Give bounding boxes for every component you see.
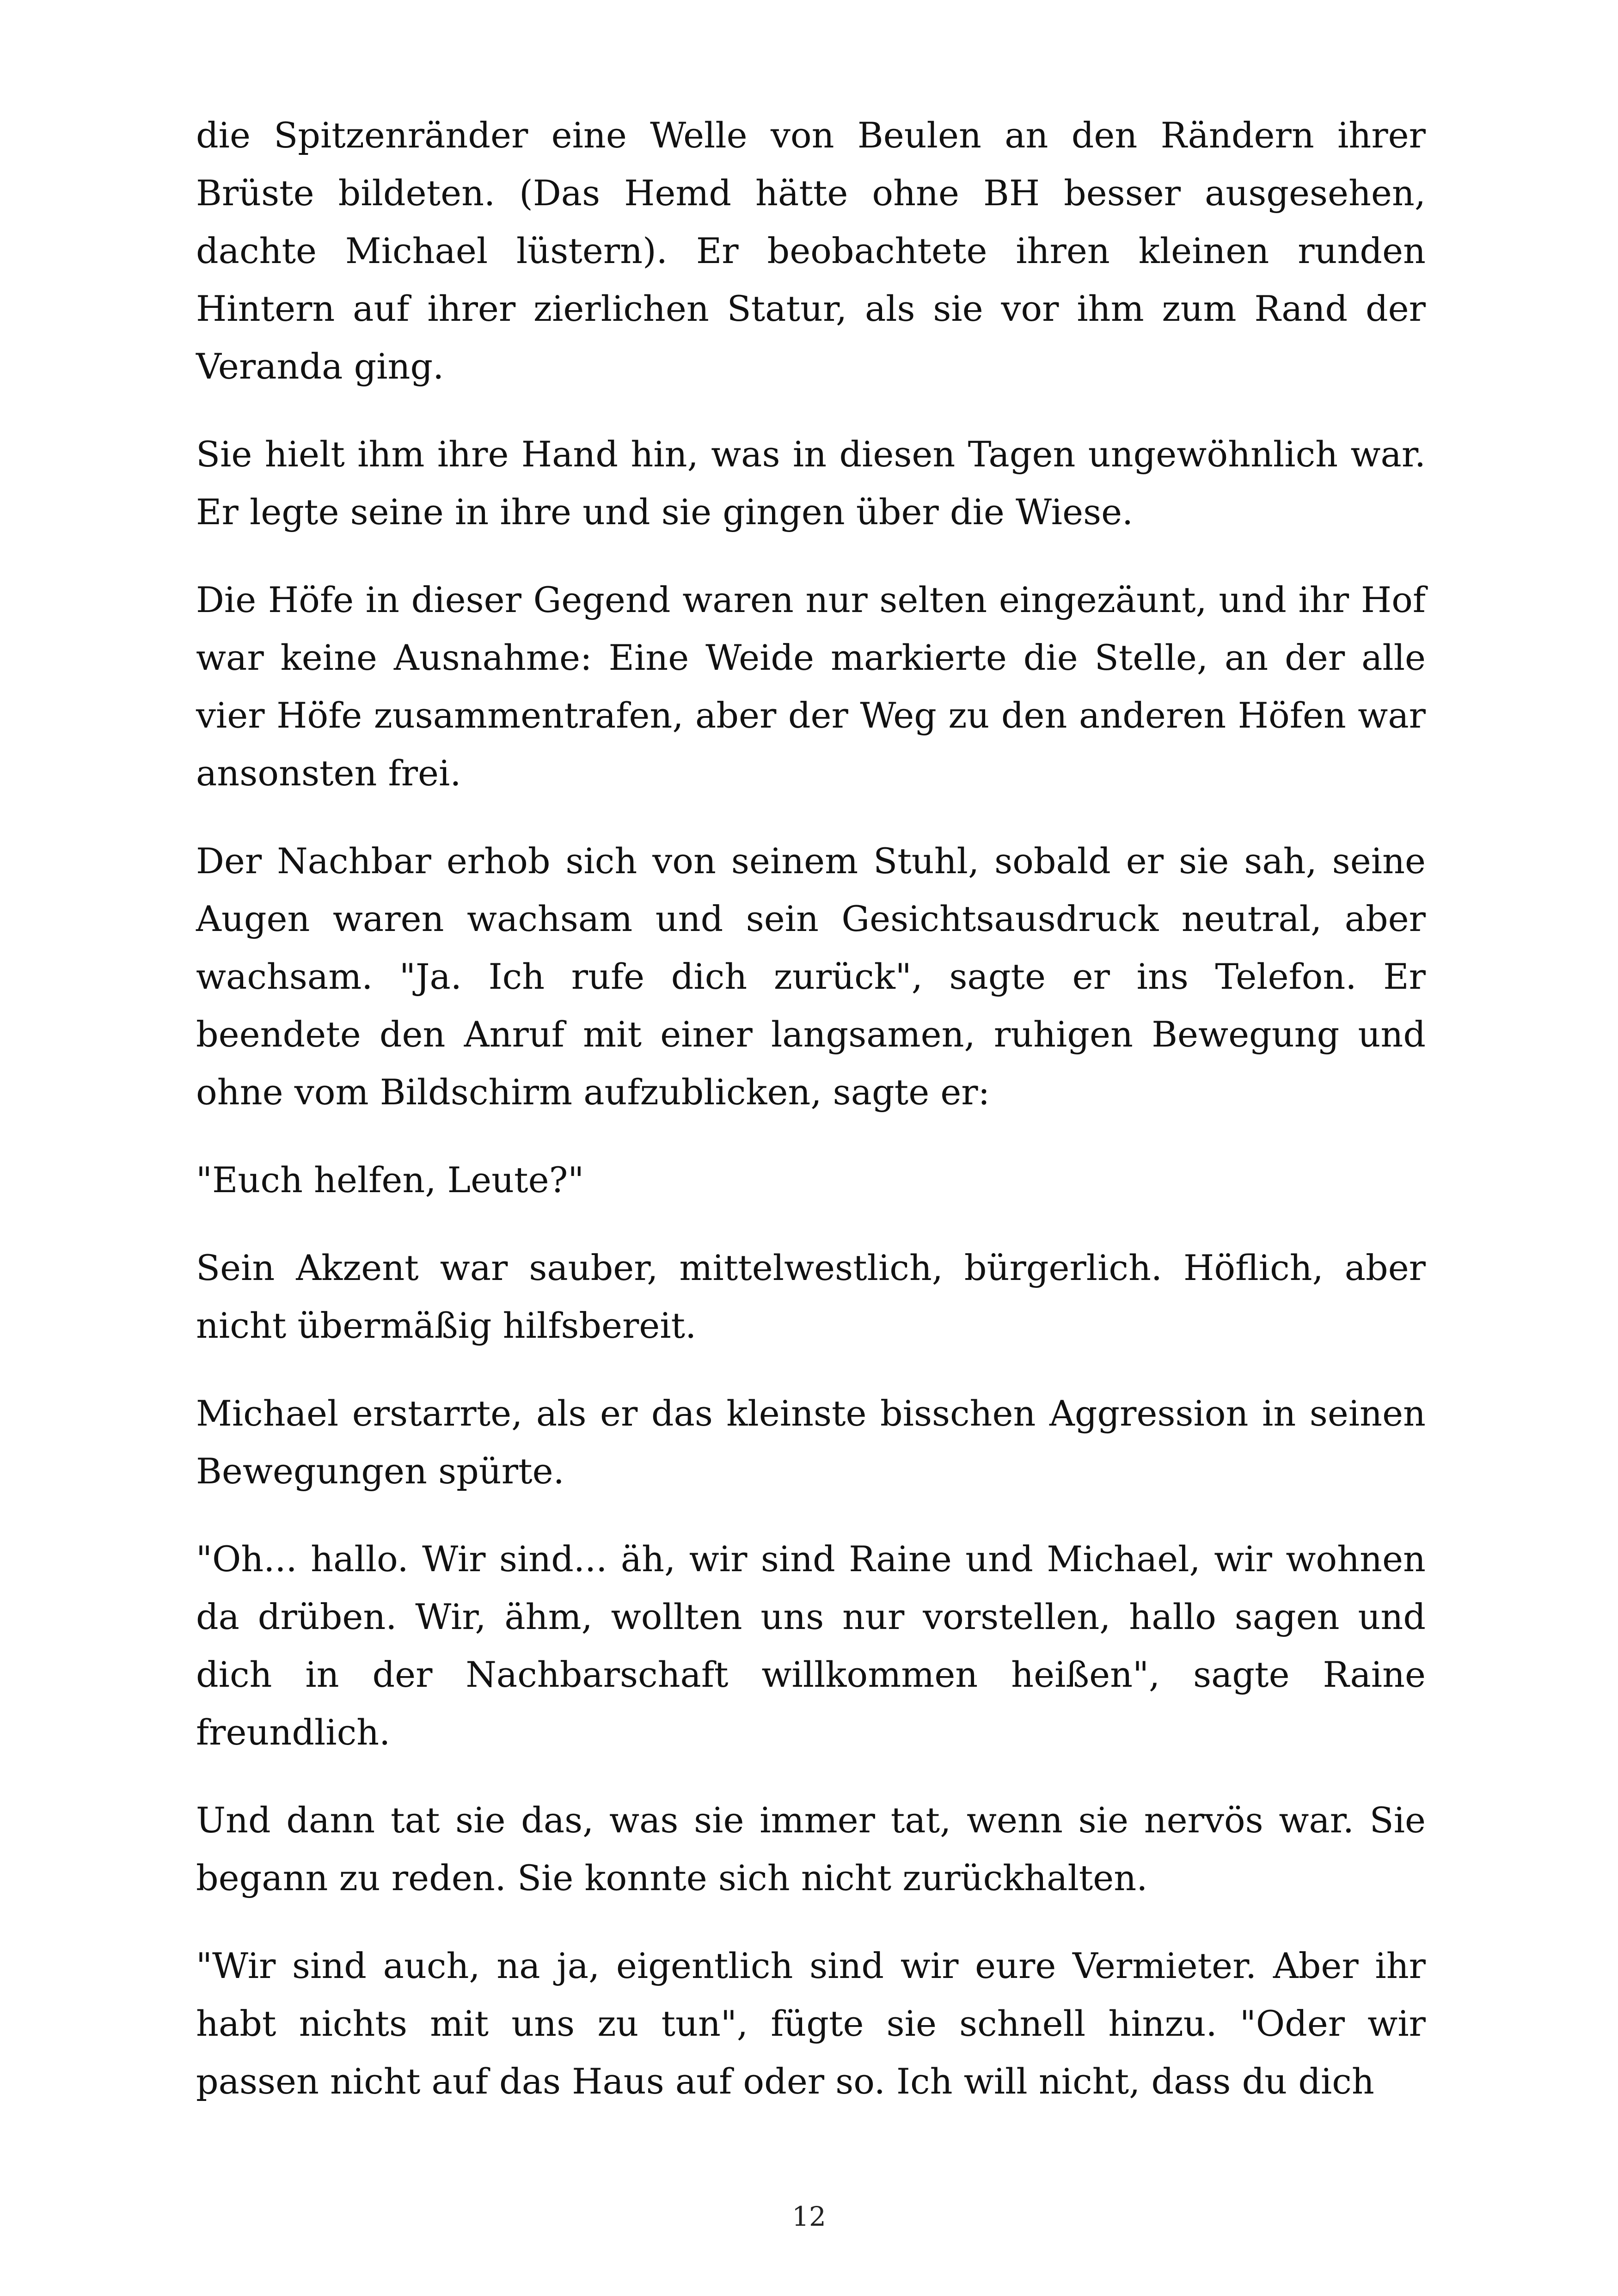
paragraph: Sie hielt ihm ihre Hand hin, was in diesen Tagen ungewöhnlich war. Er legte seine in ihre und sie gingen über die Wiese. — [196, 434, 1426, 533]
paragraph: "Euch helfen, Leute?" — [196, 1159, 584, 1200]
paragraph: die Spitzenränder eine Welle von Beulen an den Rändern ihrer Brüste bildeten. (Das Hemd hätte ohne BH besser ausgesehen, dachte Michael lüstern). Er beobachtete ihren kleinen runden Hintern auf ihrer zierlichen Statur, als sie vor ihm zum Rand der Veranda ging. — [196, 115, 1426, 387]
paragraph: Der Nachbar erhob sich von seinem Stuhl, sobald er sie sah, seine Augen waren wachsam und sein Gesichtsausdruck neutral, aber wachsam. "Ja. Ich rufe dich zurück", sagte er ins Telefon. Er beendete den Anruf mit einer langsamen, ruhigen Bewegung und ohne vom Bildschirm aufzublicken, sagte er: — [196, 840, 1426, 1113]
body-text — [196, 106, 1426, 2140]
paragraph: "Wir sind auch, na ja, eigentlich sind wir eure Vermieter. Aber ihr habt nichts mit uns zu tun", fügte sie schnell hinzu. "Oder wir passen nicht auf das Haus auf oder so. Ich will nicht, dass du dich — [196, 1945, 1426, 2102]
paragraph: Und dann tat sie das, was sie immer tat, wenn sie nervös war. Sie begann zu reden. Sie konnte sich nicht zurückhalten. — [196, 1800, 1426, 1898]
paragraph: Die Höfe in dieser Gegend waren nur selten eingezäunt, und ihr Hof war keine Ausnahme: Eine Weide markierte die Stelle, an der alle vier Höfe zusammentrafen, aber der Weg zu den anderen Höfen war ansonsten frei. — [196, 579, 1426, 794]
paragraph: Sein Akzent war sauber, mittelwestlich, bürgerlich. Höflich, aber nicht übermäßig hilfsbereit. — [196, 1247, 1426, 1346]
paragraph: "Oh... hallo. Wir sind... äh, wir sind Raine und Michael, wir wohnen da drüben. Wir, ähm, wollten uns nur vorstellen, hallo sagen und dich in der Nachbarschaft willkommen heißen", sagte Raine freundlich. — [196, 1538, 1426, 1753]
paragraph: Michael erstarrte, als er das kleinste bisschen Aggression in seinen Bewegungen spürte. — [196, 1393, 1426, 1492]
page-number: 12 — [792, 2201, 826, 2232]
